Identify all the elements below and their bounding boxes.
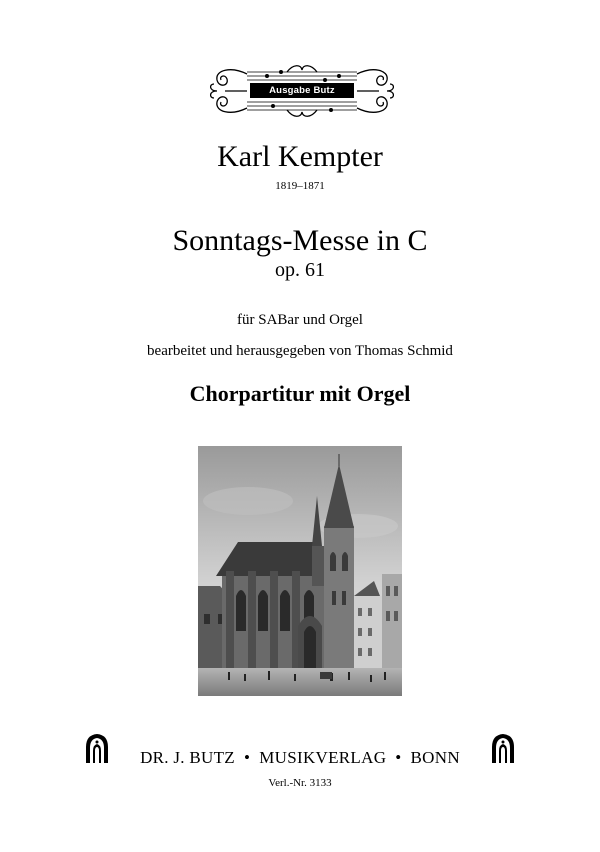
ausgabe-butz-emblem — [207, 64, 397, 120]
composer-dates: 1819–1871 — [275, 180, 325, 192]
publisher-name: DR. J. BUTZ — [140, 748, 235, 767]
composer-name: Karl Kempter — [217, 140, 383, 173]
catalog-number: Verl.-Nr. 3133 — [268, 777, 332, 789]
cathedral-engraving-icon — [198, 446, 402, 696]
publisher-type: MUSIKVERLAG — [259, 748, 387, 767]
arranger-line: bearbeitet und herausgegeben von Thomas Schmid — [147, 343, 453, 359]
opus-number: op. 61 — [275, 259, 325, 281]
cathedral-illustration — [198, 446, 402, 696]
publisher-line — [0, 747, 600, 769]
publisher-city: BONN — [410, 748, 460, 767]
publisher-separator: • — [395, 748, 402, 767]
publisher-separator: • — [243, 748, 251, 767]
scoring-line: für SABar und Orgel — [237, 312, 363, 328]
work-title: Sonntags-Messe in C — [172, 224, 428, 257]
edition-type: Chorpartitur mit Orgel — [189, 381, 411, 406]
emblem-label: Ausgabe Butz — [250, 83, 354, 98]
